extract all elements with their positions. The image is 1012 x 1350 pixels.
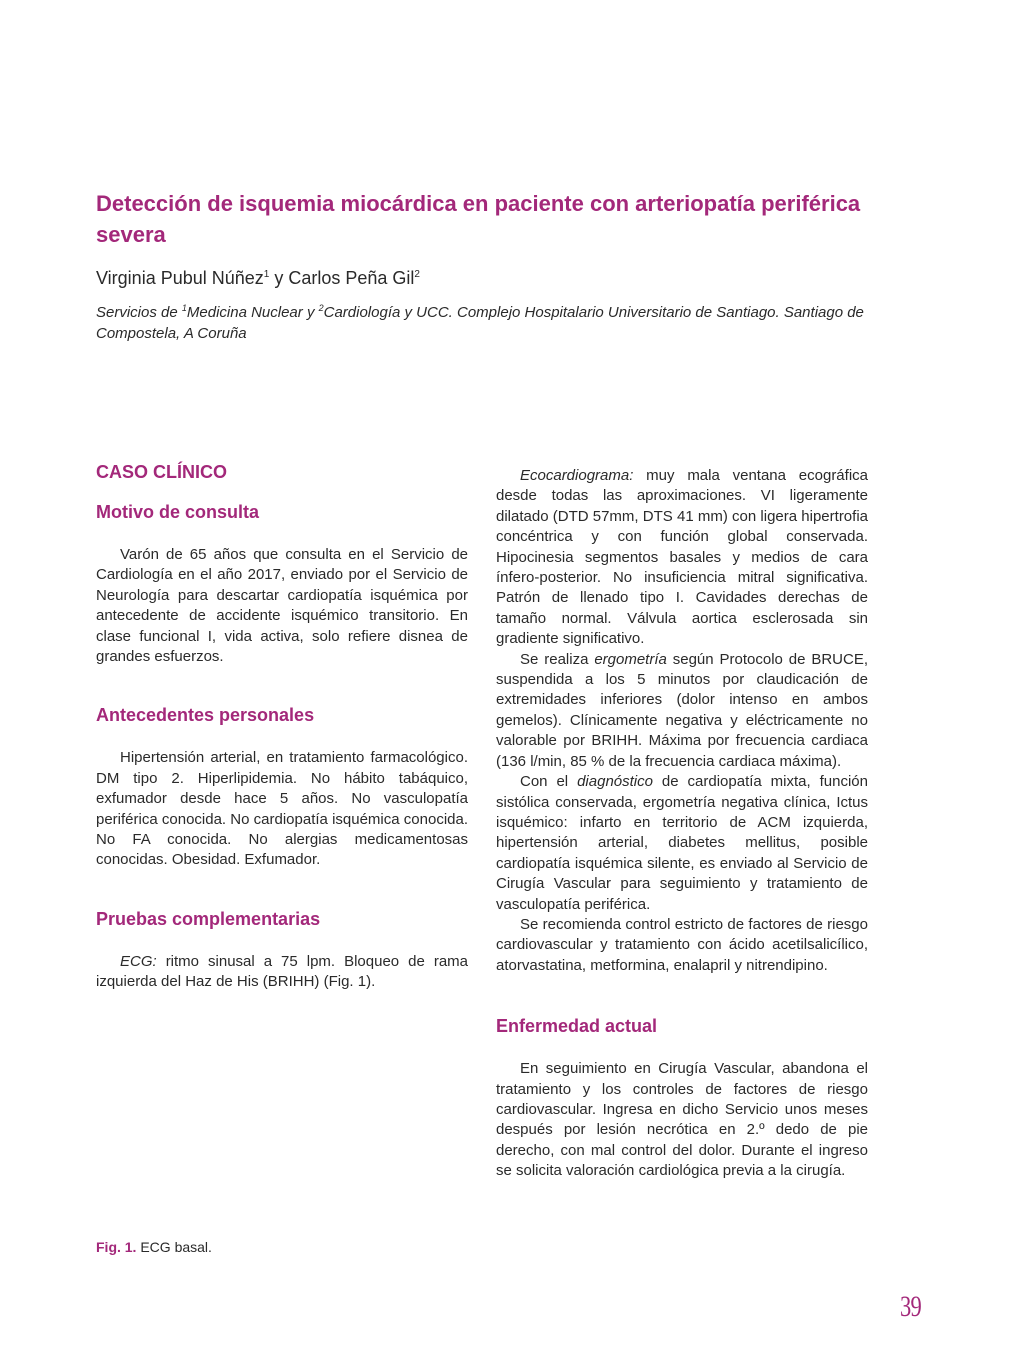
ergo-pre: Se realiza xyxy=(520,650,595,668)
ecg-text: ritmo sinusal a 75 lpm. Bloqueo de rama izquierda del Haz de His (BRIHH) (Fig. 1). xyxy=(96,952,468,991)
ergo-label: ergometría xyxy=(594,650,667,668)
author-line xyxy=(96,268,420,289)
heading-antecedentes: Antecedentes personales xyxy=(96,705,315,726)
section-title-caso-clinico: CASO CLÍNICO xyxy=(96,462,228,482)
eco-label: Ecocardiograma: xyxy=(520,467,634,484)
ergo-text: según Protocolo de BRUCE, suspendida a los 5 minutos por claudicación de extremidades inferiores (dolor intenso en ambos gemelos). Clínicamente negativa y eléctricamente no valorable por BRIHH. Máxima por frecuencia cardiaca (136 l/min, 85 % de la frecuencia cardiaca máxima). xyxy=(496,650,868,770)
author-1: Virginia Pubul Núñez xyxy=(96,268,264,288)
paragraph-diagnostico xyxy=(496,772,868,915)
author-2: y Carlos Peña Gil xyxy=(269,268,415,288)
author-2-affiliation-mark: 2 xyxy=(414,269,420,280)
figure-label: Fig. 1. xyxy=(96,1239,137,1255)
diag-text: de cardiopatía mixta, función sistólica conservada, ergometría negativa clínica, Ictus isquémico: infarto en territorio de ACM izquierda, hipertensión arterial, diabetes mellitus, posible cardiopatía isquémica silente, es enviado al Servicio de Cirugía Vascular para seguimiento y tratamiento de vasculopatía periférica. xyxy=(496,773,868,913)
figure-caption xyxy=(96,1239,212,1255)
heading-pruebas: Pruebas complementarias xyxy=(96,908,321,929)
heading-motivo-consulta: Motivo de consulta xyxy=(96,502,260,522)
right-column xyxy=(496,466,868,1182)
paragraph-motivo: Varón de 65 años que consulta en el Servicio de Cardiología en el año 2017, enviado por el Servicio de Neurología para descartar cardiopatía isquémica por antecedente de accidente isquémico transitorio. En clase funcional I, vida activa, solo refiere disnea de grandes esfuerzos. xyxy=(96,546,468,666)
affiliation xyxy=(96,298,876,344)
paragraph-ergometria xyxy=(496,650,868,772)
affiliation-mark-1: 1 xyxy=(181,303,187,313)
affiliation-part-a: Servicios de xyxy=(96,304,182,321)
diag-label: diagnóstico xyxy=(577,773,653,791)
paragraph-ecg xyxy=(96,952,468,993)
paragraph-enfermedad: En seguimiento en Cirugía Vascular, abandona el tratamiento y los controles de factores de riesgo cardiovascular. Ingresa en dicho Servicio unos meses después por lesión necrótica en 2.º dedo de pie derecho, con mal control del dolor. Durante el ingreso se solicita valoración cardiológica previa a la cirugía. xyxy=(496,1060,868,1180)
diag-pre: Con el xyxy=(520,773,578,791)
left-column xyxy=(96,462,468,993)
ecg-label: ECG: xyxy=(120,952,157,970)
affiliation-part-b: Medicina Nuclear y xyxy=(186,304,319,321)
affiliation-mark-2: 2 xyxy=(318,303,324,313)
paragraph-ecocardiograma xyxy=(496,466,868,650)
article-title: Detección de isquemia miocárdica en paciente con arteriopatía periférica severa xyxy=(96,191,861,247)
paragraph-antecedentes: Hipertensión arterial, en tratamiento farmacológico. DM tipo 2. Hiperlipidemia. No hábito tabáquico, exfumador desde hace 5 años. No vasculopatía periférica conocida. No cardiopatía isquémica conocida. No FA conocida. No alergias medicamentosas conocidas. Obesidad. Exfumador. xyxy=(96,749,468,869)
eco-text: muy mala ventana ecográfica desde todas las aproximaciones. VI ligeramente dilatado (DTD 57mm, DTS 41 mm) con ligera hipertrofia concéntrica y con función global conservada. Hipocinesia segmentos basales y medios de cara ínfero-posterior. No insuficiencia mitral significativa. Patrón de llenado tipo I. Cavidades derechas de tamaño normal. Válvula aortica esclerosada sin gradiente significativo. xyxy=(496,467,868,648)
affiliation-part-c: Cardiología y UCC. Complejo Hospitalario Universitario de Santiago. Santiago de Compostela, A Coruña xyxy=(96,304,864,342)
paragraph-recomendacion: Se recomienda control estricto de factores de riesgo cardiovascular y tratamiento con ácido acetilsalicílico, atorvastatina, metformina, enalapril y nitrendipino. xyxy=(496,915,868,974)
heading-enfermedad-actual: Enfermedad actual xyxy=(496,1016,658,1037)
figure-caption-text: ECG basal. xyxy=(136,1239,212,1255)
page-number: 39 xyxy=(900,1290,921,1323)
author-1-affiliation-mark: 1 xyxy=(263,269,270,280)
